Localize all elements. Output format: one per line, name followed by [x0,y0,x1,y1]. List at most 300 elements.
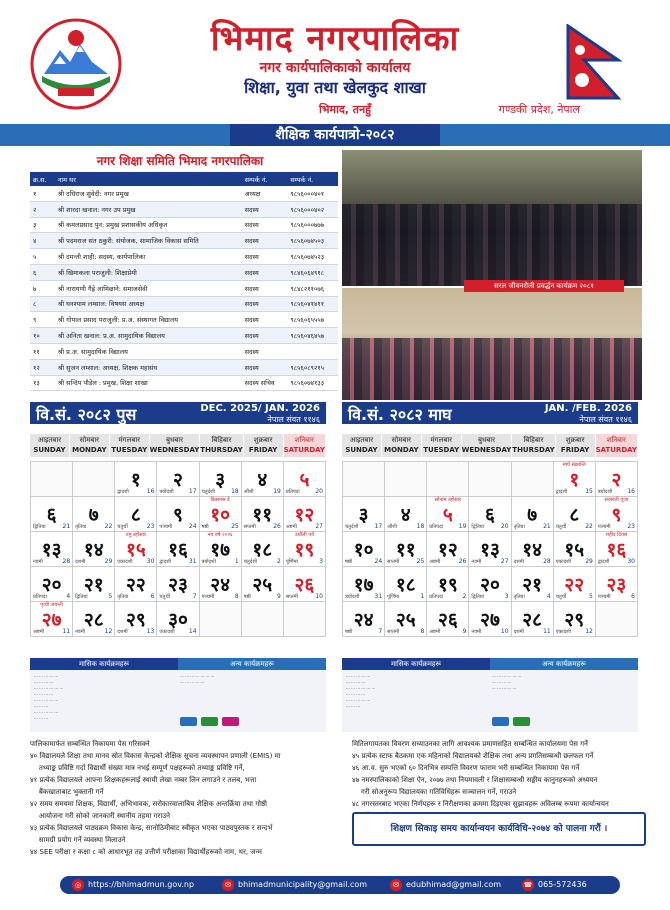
calendar-day[interactable] [427,567,469,602]
day-number: २० [480,574,500,596]
day-number: २३ [606,574,627,596]
calendar-day[interactable] [554,567,596,602]
tithi-label: द्वितिया [75,594,88,600]
day-number: २६ [294,574,315,596]
calendar-day[interactable] [554,497,596,532]
english-date: 3 [504,593,509,600]
tithi-label: प्रतिपदा [33,594,47,600]
english-date: 6 [150,593,155,600]
english-date: 23 [146,523,155,530]
note-line: मितिलगायतका विवरण सच्याउनका लागि आवश्यक प्रमाणसहित सम्बन्धित कार्यालयमा पेस गर्ने [352,740,588,748]
day-number: ७ [88,504,99,526]
calendar-day[interactable] [284,532,326,567]
calendar-day[interactable] [242,497,284,532]
calendar-day[interactable] [469,497,511,532]
tithi-label: चतुर्दशी [345,524,359,530]
table-cell: ५ [30,249,55,265]
day-number: १९ [437,574,458,596]
calendar-day[interactable] [157,602,199,637]
weekday-row [342,434,638,457]
table-cell: १ [30,186,55,201]
note-line: आयोजना गरी सोको जानकारी स्थानीय तहमा गराउने [30,812,170,820]
table-row [30,375,338,391]
nepal-flag-icon [566,24,622,100]
calendar-day[interactable] [385,567,427,602]
table-cell: सदस्य [242,359,288,375]
calendar-grid [342,461,638,637]
tithi-label: प्रतिपदा [429,594,444,600]
note-line: ४६ आ.व. सुरु भएको ६० दिनभित्र सम्पत्ति विवरण फाराम भरी सम्बन्धित निकायमा पेस गर्ने [352,764,580,772]
day-number: ७ [527,504,538,526]
tag [222,717,239,726]
calendar-day[interactable] [343,602,385,637]
tithi-label: तृतिया [513,524,525,530]
calendar-month-en: JAN. /FEB. 2026 [544,403,632,414]
day-number: २९ [564,609,585,631]
table-cell: सदस्य [242,328,288,344]
calendar-day[interactable] [242,462,284,497]
day-number: ९ [173,504,183,526]
table-cell: श्री सुजन लम्साल: अध्यक्ष, शिक्षक महासंघ [55,359,242,375]
english-date: 19 [458,523,467,530]
calendar-day[interactable] [31,567,73,602]
calendar-empty-cell [73,462,115,497]
table-cell: सदस्य [242,296,288,312]
calendar-day[interactable] [343,567,385,602]
table-cell: ६ [30,264,55,280]
calendar-month-np: वि.सं. २०८२ माघ [348,405,452,424]
day-number: १४ [83,539,104,561]
table-cell: अध्यक्ष [242,186,288,201]
table-row [30,201,338,217]
english-date: 11 [62,628,71,635]
weekday-label: आइतबार SUNDAY [30,434,70,457]
tag [513,717,530,726]
table-cell: सदस्य [242,280,288,296]
calendar-day[interactable] [385,497,427,532]
table-cell: ४ [30,233,55,249]
day-number: १३ [41,539,62,561]
calendar-day[interactable] [31,497,73,532]
day-number: ३ [358,504,369,526]
calendar-day[interactable] [115,567,157,602]
nepal-sambat: नेपाल संवत ११४६ [267,415,320,424]
note-line: ४० विद्यालयले शिक्षा तथा मानव स्रोत विकास केन्द्रको शैक्षिक सूचना व्यवस्थापन प्रणाली (EMIS) मा [30,752,281,760]
tithi-label: पूर्णिमा [285,559,298,565]
note-line: ४७ नमस्पालिकाको शिक्षा ऐन, २०७७ तथा नियमावली र शिक्षासम्बन्धी सङ्घीय कानुनहरूको अध्ययन [352,776,598,784]
calendar-day[interactable] [427,497,469,532]
table-cell [287,343,338,359]
table-cell: २ [30,201,55,217]
english-date: 25 [416,558,425,565]
tag [201,717,218,726]
tithi-label: औंशी [243,489,254,495]
calendar-day[interactable] [157,497,199,532]
program-lines: ··· ··· ··· ··· ··· ··· ··· ··· ··· ··· ··· ··· ··· ··· ··· ··· ··· ··· ··· ··· ··· ··· ··· ··· ··· ··· ··· [346,674,376,709]
tithi-label: चतुर्थी [117,524,128,530]
event-label: सोनाम ल्होसार [434,497,461,503]
table-cell: सदस्य [242,264,288,280]
event-label: उधौली पर्व [294,532,314,538]
table-cell: ९८५६०८९२१५ [287,359,338,375]
tithi-label: सप्तमी [387,559,400,565]
weekday-label: बिहिबार THURSDAY [200,434,243,457]
notes-left [30,738,342,858]
tithi-label: चतुर्थी [159,594,170,600]
calendar-day[interactable] [31,532,73,567]
nepal-sambat: नेपाल संवत ११४६ [579,415,632,424]
tithi-label: पञ्चमी [597,594,611,600]
calendar-day[interactable] [157,567,199,602]
english-date: 27 [315,523,323,530]
english-date: 23 [627,523,635,530]
tithi-label: चतुर्थी [555,524,567,530]
tithi-label: नवमी [75,629,85,635]
day-number: २८ [83,609,104,631]
day-number: १३ [480,539,500,561]
table-row [30,280,338,296]
day-number: ५ [442,504,453,526]
calendar-day[interactable] [242,567,284,602]
tithi-label: षष्ठी [345,629,353,635]
english-date: 24 [188,523,197,530]
tithi-label: एकादशी [555,559,571,565]
calendar-day[interactable] [157,462,199,497]
english-date: 7 [192,593,197,600]
calendar-day[interactable] [200,532,242,567]
event-label: सरस्वती पूजा [604,497,629,503]
calendar-day[interactable] [427,602,469,637]
day-number: १४ [522,539,543,561]
monthly-programs-header: मासिक कार्यक्रमहरू [30,658,178,670]
calendar-empty-cell [512,462,554,497]
event-label: क्रिसमस डे [210,497,230,503]
calendar-day[interactable] [343,497,385,532]
english-date: 8 [234,593,239,600]
english-date: 28 [62,558,71,565]
tithi-label: अष्टमी [429,629,441,635]
tithi-label: प्रतिपदा [285,489,300,495]
table-row [30,217,338,233]
calendar-day[interactable] [596,497,638,532]
note-line: ४३ प्रत्येक विद्यालयले पाठ्यक्रम विकास केन्द्र, सानोठिमीबाट स्वीकृत भएका पाठ्यपुस्तक र सन्दर्भ [30,824,273,832]
tithi-label: दशमी [513,559,524,565]
tithi-label: पञ्चमी [159,524,173,530]
weekday-label: मंगलबार TUESDAY [110,434,150,457]
event-photo-1 [342,150,642,286]
tithi-label: षष्ठी [201,524,209,530]
english-date: 12 [104,628,113,635]
calendar-day[interactable] [554,532,596,567]
calendar-day[interactable] [242,532,284,567]
day-number: २ [173,469,183,491]
english-date: 10 [500,628,509,635]
calendar-month-en: DEC. 2025/ JAN. 2026 [200,403,320,414]
calendar-empty-cell [596,602,638,637]
english-date: 9 [462,628,467,635]
day-number: २२ [125,574,146,596]
day-number: ८ [130,504,141,526]
day-number: १ [569,469,580,491]
calendar-day[interactable] [73,497,115,532]
province-label: गण्डकी प्रदेश, नेपाल [498,103,580,116]
tithi-label: अष्टमी [285,524,297,530]
day-number: १८ [395,574,416,596]
other-program-lines: ··· ··· ··· ··· ··· ··· ··· ··· ··· ··· ··· ··· ··· ··· ··· [492,674,522,691]
calendar-day[interactable] [31,602,73,637]
table-cell: ९८५६०००७७७ [287,217,338,233]
event-photo-2 [342,288,642,400]
calendar-day[interactable] [469,602,511,637]
calendar-day[interactable] [284,462,326,497]
note-line: ४५ प्रत्येक स्टाफ बैठकमा एक महिनाको विद्यालयको शैक्षिक तथा अन्य प्रगतिसम्बन्धी छलफल गर्ने [352,752,594,760]
table-cell: ९८५६०४६४५७ [287,328,338,344]
table-cell: श्री गोपाल प्रसाद पराजुली: प्र.अ. संस्थागत विद्यालय [55,312,242,328]
table-row [30,249,338,265]
calendar-day[interactable] [596,532,638,567]
weekday-label: बुधबार WEDNESDAY [462,434,513,457]
footer-email1[interactable] [222,878,367,892]
note-line: ४८ नगरस्तरबाट भएका निर्णयहरू र निरीक्षणका क्रममा दिइएका सुझावहरू अविलम्ब रूपमा कार्यान्वयन [352,800,609,808]
english-date: 18 [416,523,425,530]
tithi-label: चतुर्दशी [201,489,215,495]
calendar-day[interactable] [512,532,554,567]
email-link[interactable]: bhimadmunicipality@gmail.com [238,880,368,889]
weekday-label: सोमबार MONDAY [70,434,110,457]
municipality-emblem [28,16,124,112]
table-cell: १२ [30,359,55,375]
day-number: २५ [395,609,416,631]
calendar-day[interactable] [115,602,157,637]
calendar-day[interactable] [73,567,115,602]
table-cell: १० [30,328,55,344]
english-date: 26 [273,523,281,530]
calendar-day[interactable] [596,462,638,497]
tag [180,717,197,726]
calendar-push [30,402,326,637]
committee-column-header: क्र.स. [30,172,55,186]
english-date: 12 [585,628,593,635]
day-number: १८ [252,539,273,561]
calendar-day[interactable] [512,602,554,637]
english-date: 31 [374,593,383,600]
day-number: १९ [294,539,315,561]
tithi-label: षष्ठी [345,559,353,565]
table-cell: ९८५६०४१४११ [287,296,338,312]
table-cell: सदस्य [242,217,288,233]
table-cell: सदस्य [242,201,288,217]
calendar-day[interactable] [115,497,157,532]
table-cell: सदस्य [242,249,288,265]
tithi-label: पञ्चमी [597,524,611,530]
calendar-day[interactable] [73,532,115,567]
program-tags [492,717,530,726]
monthly-programs-header: मासिक कार्यक्रमहरू [342,658,490,670]
day-number: ११ [395,539,416,561]
calendar-empty-cell [242,602,284,637]
table-cell: सदस्य [242,343,288,359]
phone-number[interactable]: 065-572436 [538,880,587,889]
calendar-empty-cell [200,602,242,637]
table-row [30,343,338,359]
tithi-label: षष्ठी [243,594,251,600]
tithi-label: सप्तमी [285,594,298,600]
document-title: शैक्षिक कार्यपात्रो-२०८२ [230,124,440,146]
calendar-day[interactable] [512,567,554,602]
english-date: 5 [108,593,113,600]
website-link[interactable]: https://bhimadmun.gov.np [88,880,195,889]
branch-title: शिक्षा, युवा तथा खेलकुद शाखा [244,78,426,97]
calendar-day[interactable] [157,532,199,567]
footer-phone[interactable] [522,878,587,892]
english-date: 13 [146,628,155,635]
tithi-label: दशमी [513,629,524,635]
day-number: ४ [400,504,411,526]
event-label: नव वर्ष २०२६ [207,532,233,538]
notes-right [352,738,652,822]
english-date: 3 [319,558,323,565]
english-date: 29 [585,558,593,565]
programs-box-push [30,658,326,732]
other-programs-header: अन्य कार्यक्रमहरू [490,658,638,670]
english-date: 28 [543,558,551,565]
weekday-label: बुधबार WEDNESDAY [150,434,201,457]
committee-column-header: नाम थर [55,172,242,186]
table-cell: ३ [30,217,55,233]
day-number: १५ [125,539,146,561]
weekday-label: शनिबार SATURDAY [284,434,326,457]
email-link[interactable]: edubhimad@gmail.com [406,880,502,889]
tithi-label: सप्तमी [387,629,400,635]
calendar-day[interactable] [200,567,242,602]
calendar-day[interactable] [469,532,511,567]
calendar-empty-cell [343,462,385,497]
weekday-label: शनिबार SATURDAY [596,434,638,457]
other-program-lines: ··· ··· ··· ··· ··· ··· ··· ··· ··· ··· ··· ··· [180,674,215,685]
committee-title: नगर शिक्षा समिति भिमाद नगरपालिका [96,154,264,168]
event-label: पृथ्वी जयन्ती [40,602,63,608]
english-date: 8 [420,628,425,635]
tithi-label: द्वादशी [597,559,610,565]
english-date: 10 [315,593,323,600]
tithi-label: तृतिया [513,594,525,600]
tithi-label: अष्टमी [33,629,45,635]
calendar-empty-cell [385,462,427,497]
english-date: 2 [277,558,281,565]
day-number: २५ [252,574,273,596]
calendar-day[interactable] [596,567,638,602]
calendar-day[interactable] [427,532,469,567]
day-number: ३ [215,469,226,491]
calendar-day[interactable] [385,602,427,637]
photo-caption: सरल जीवनशैली प्रवर्द्धन कार्यक्रम २०८१ [464,280,624,292]
event-label: तमु ल्होसार [125,532,146,538]
english-date: 1 [420,593,425,600]
table-cell: श्री शारदा खनाल: नगर उप प्रमुख [55,201,242,217]
note-line: गरी सोअनुरूप विद्यालयका गतिविधिहरू सञ्चालन गर्ने, गराउने [352,788,517,796]
tithi-label: द्वितिया [471,594,484,600]
tithi-label: नवमी [471,629,482,635]
footer-email2[interactable] [390,878,501,892]
calendar-day[interactable] [115,532,157,567]
english-date: 21 [62,523,71,530]
day-number: २१ [83,574,104,596]
table-cell: श्री घनश्याम लम्साल: विषयस अध्यक्ष [55,296,242,312]
day-number: २२ [564,574,585,596]
table-cell: ७ [30,280,55,296]
calendar-day[interactable] [115,462,157,497]
calendar-empty-cell [31,462,73,497]
calendar-day[interactable] [554,602,596,637]
english-date: 30 [146,558,155,565]
calendar-day[interactable] [284,567,326,602]
tithi-label: द्वादशी [159,559,171,565]
english-date: 24 [374,558,383,565]
day-number: २४ [353,609,374,631]
table-cell: श्री अनिता खनाल: प्र.अ. सामुदायिक विद्यालय [55,328,242,344]
day-number: २ [611,469,622,491]
other-programs-header: अन्य कार्यक्रमहरू [178,658,326,670]
tithi-label: त्रयोदशी [345,594,360,600]
calendar-day[interactable] [385,532,427,567]
tithi-label: एकादशी [117,559,133,565]
calendar-day[interactable] [73,602,115,637]
tithi-label: पञ्चमी [201,594,215,600]
day-number: २० [41,574,62,596]
table-cell: श्री दमन्ती शाही: सदस्य, कार्यपालिका [55,249,242,265]
calendar-month-np: वि.सं. २०८२ पुस [36,405,137,424]
tithi-label: द्वितिया [471,524,484,530]
event-label: माघे संक्रान्ति [562,462,586,468]
day-number: १२ [294,504,315,526]
calendar-day[interactable] [343,532,385,567]
tithi-label: द्वादशी [117,489,129,495]
table-row [30,264,338,280]
weekday-label: शुक्रबार FRIDAY [244,434,284,457]
calendar-day[interactable] [469,567,511,602]
day-number: ८ [569,504,580,526]
day-number: २१ [522,574,543,596]
calendar-header [30,402,326,424]
day-number: १६ [168,539,188,561]
table-cell: ९८४८२११०७६ [287,280,338,296]
tithi-label: नवमी [33,559,43,565]
calendar-day[interactable] [512,497,554,532]
english-date: 22 [104,523,113,530]
calendar-empty-cell [469,462,511,497]
calendar-day[interactable] [200,462,242,497]
day-number: २९ [125,609,146,631]
day-number: २३ [168,574,188,596]
tithi-label: एकादशी [159,629,175,635]
table-cell: १३ [30,375,55,391]
calendar-day[interactable] [200,497,242,532]
weekday-label: आइतबार SUNDAY [342,434,382,457]
tithi-label: दशमी [75,559,86,565]
note-line: बैंकखाताबाट भुक्तानी गर्ने [30,788,104,796]
phone-icon: ☎ [523,880,533,889]
tithi-label: अष्टमी [429,559,441,565]
english-date: 5 [589,593,593,600]
english-date: 22 [585,523,593,530]
english-date: 4 [66,593,71,600]
english-date: 20 [500,523,509,530]
english-date: 17 [188,488,197,495]
calendar-day[interactable] [554,462,596,497]
footer-website[interactable] [72,878,194,892]
english-date: 7 [378,628,383,635]
calendar-day[interactable] [284,497,326,532]
